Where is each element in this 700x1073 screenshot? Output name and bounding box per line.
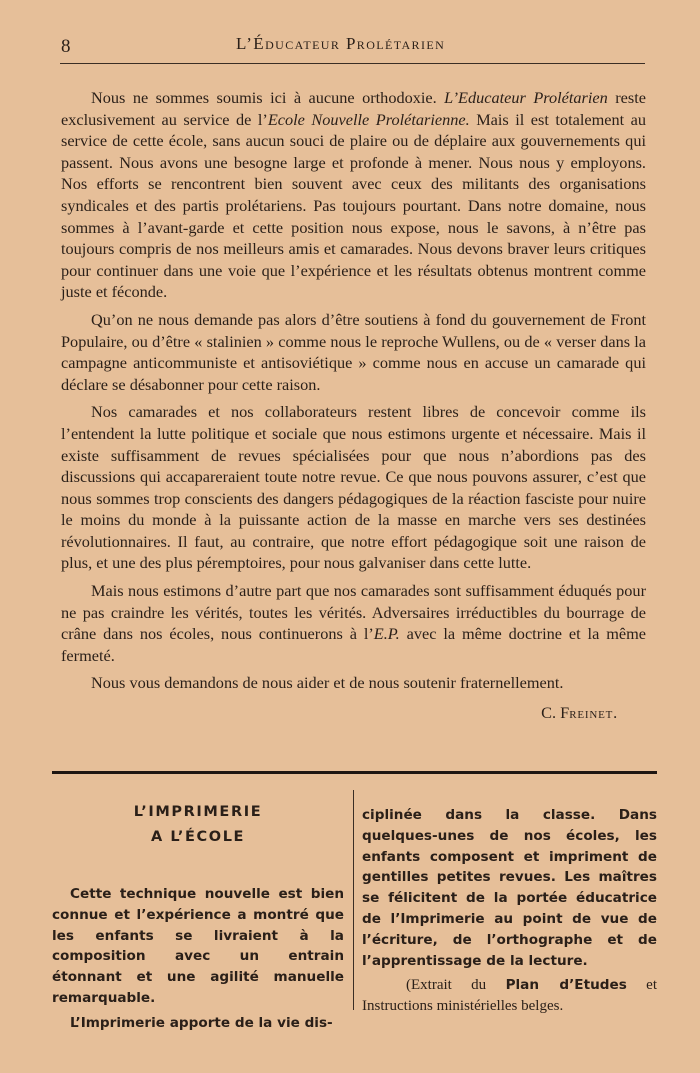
journal-title: L’Educateur Prolétarien (444, 88, 608, 107)
editorial-article (61, 87, 646, 724)
signature-part: C. F (541, 703, 570, 723)
article-paragraph (61, 87, 646, 303)
running-title-part: rolétarien (356, 34, 446, 53)
header-rule (60, 63, 645, 64)
article-paragraph: Nous vous demandons de nous aider et de nous soutenir fraternellement. (91, 673, 564, 693)
section-separator (52, 771, 657, 774)
box-paragraph: L’Imprimerie apporte de la vie dis- (70, 1014, 333, 1031)
signature-part: reinet. (569, 703, 618, 723)
text-run: avec la même doctrine et la même fermeté. (61, 624, 646, 665)
running-title (236, 34, 445, 54)
journal-abbrev: E.P. (373, 624, 400, 644)
source-note (362, 975, 657, 1017)
article-paragraph: Qu’on ne nous demande pas alors d’être soutiens à fond du gouvernement de Front Populaire, ou d’être « stalinien » comme nous le reproche Wullens, ou de « verser dans la campagne anticommuniste et antisoviétique » comme nous en accuse un camarade qui déclare se désabonner pour cette raison. (61, 309, 646, 394)
page-number: 8 (61, 36, 71, 57)
text-run: (Extrait du (406, 977, 506, 994)
column-divider (353, 790, 354, 1010)
box-title (52, 800, 344, 850)
signature (61, 702, 646, 724)
text-run: Mais nous estimons d’autre part que nos camarades sont suffisamment éduqués pour ne pas craindre les vérités, toutes les vérités. Adversaires irréductibles du bourrage de crâne dans nos écoles, nous continuerons à l’ (61, 581, 646, 644)
box-left-column (52, 800, 344, 1034)
text-run: Nous ne sommes soumis ici à aucune orthodoxie. (91, 88, 445, 107)
text-run: reste exclusivement au service de l’ (61, 88, 646, 129)
source-title: Plan d’Etudes (505, 977, 627, 994)
box-paragraph-continued: ciplinée dans la classe. Dans quelques-unes de nos écoles, les enfants composent et impriment de gentilles petites revues. Les maîtres se félicitent de la portée éducatrice de l’Imprimerie au point de vue de l’écriture, de l’orthographe et de l’apprentissage de la lecture. (362, 807, 657, 969)
box-title-line: L’IMPRIMERIE (133, 804, 263, 820)
article-paragraph: Nos camarades et nos collaborateurs restent libres de concevoir comme ils l’entendent la lutte politique et sociale que nous estimons urgente et nécessaire. Mais il existe suffisamment de revues spécialisées pour que nous n’abordions pas des discussions qui accapareraient toute notre revue. Ce que nous pouvons assurer, c’est que nous sommes trop conscients des dangers pédagogiques de la réaction fasciste pour nuire le moins du monde à la puissante action de la masse en marche vers ses destinées révolutionnaires. Il faut, au contraire, que notre effort pédagogique soit une raison de plus, et une des plus péremptoires, pour nous galvaniser dans cette lutte. (61, 402, 646, 573)
article-paragraph (61, 580, 646, 666)
school-name: Ecole Nouvelle Prolétarienne. (267, 109, 470, 129)
running-title-part: P (345, 34, 357, 53)
running-title-part: ducateur (265, 34, 341, 53)
box-title-line: A L’ÉCOLE (150, 829, 246, 845)
box-right-column (362, 805, 657, 1017)
text-run: et Instructions ministérielles belges. (362, 977, 657, 1015)
running-title-part: L’É (236, 34, 266, 53)
box-paragraph: Cette technique nouvelle est bien connue et l’expérience a montré que les enfants se livraient à la composition avec un entrain étonnant et une agilité manuelle remarquable. (52, 886, 344, 1006)
text-run: Mais il est totalement au service de cette école, sans aucun souci de plaire ou de déplaire aux gouvernements qui passent. Nous avons une besogne large et profonde à mener. Nous nous y employons. Nos efforts se rencontrent bien souvent avec ceux des militants des organisations syndicales et des partis prolétariens. Pas toujours pourtant. Dans notre domaine, nous sommes à l’avant-garde et cette position nous expose, nous le savons, à n’être pas toujours compris de nos meilleurs amis et camarades. Nous devons braver leurs critiques pour continuer dans une voie que l’expérience et les résultats obtenus montrent comme juste et féconde. (61, 109, 646, 302)
